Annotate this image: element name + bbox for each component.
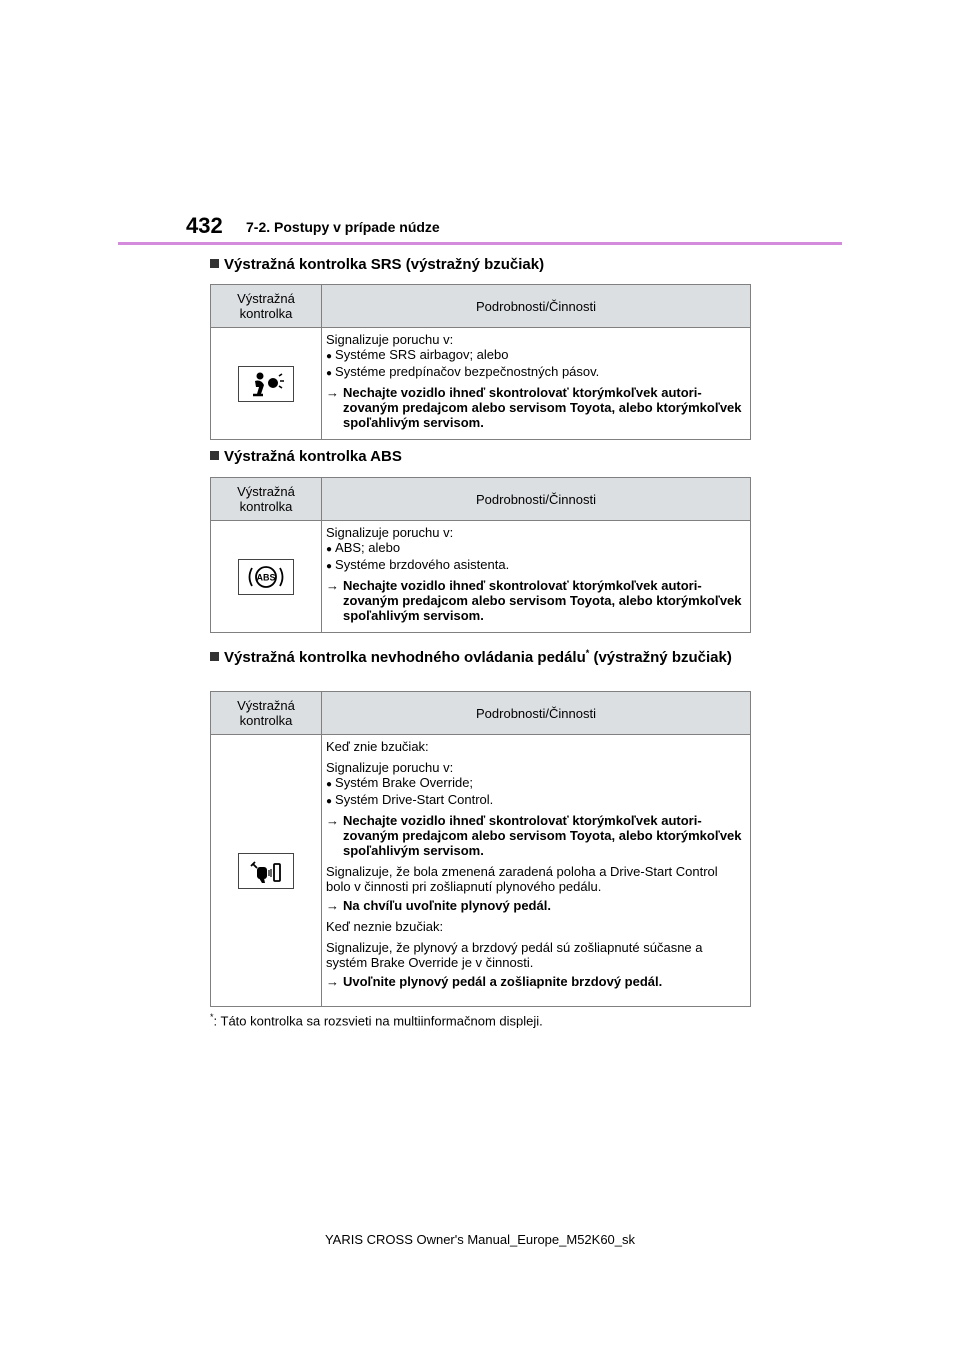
header-details: Podrobnosti/Činnosti	[322, 692, 751, 735]
intro-text: Signalizuje poruchu v:	[326, 760, 454, 775]
pedal-misoperation-warning-icon	[238, 853, 294, 889]
brake-override-text: Signalizuje, že plynový a brzdový pedál sú zošliapnuté súčasne a systém Brake Override je v činnosti.	[326, 940, 703, 970]
header-rule	[118, 242, 842, 245]
square-bullet-icon	[210, 451, 219, 460]
square-bullet-icon	[210, 652, 219, 661]
intro-text: Signalizuje poruchu v:	[326, 525, 454, 540]
heading-abs-text: Výstražná kontrolka ABS	[224, 448, 402, 465]
buzzer-off-text: Keď neznie bzučiak:	[326, 919, 444, 934]
table-row	[211, 735, 751, 1007]
footnote-mark: *	[210, 1012, 214, 1022]
list-item: ● Systéme SRS airbagov; alebo	[326, 347, 745, 364]
list-item: ● ABS; alebo	[326, 540, 745, 557]
square-bullet-icon	[210, 259, 219, 268]
abs-warning-icon	[238, 559, 294, 595]
footnote	[210, 1012, 543, 1028]
arrow-icon: →	[326, 813, 339, 828]
details-cell	[322, 735, 751, 1007]
header-warning-light: Výstražná kontrolka	[211, 285, 322, 328]
svg-text:ABS: ABS	[256, 572, 276, 582]
shift-position-text: Signalizuje, že bola zmenená zaradená poloha a Drive-Start Control bolo v činnosti pri zošliapnutí plynového pedálu.	[326, 864, 718, 894]
page-number: 432	[186, 213, 223, 238]
list-item: ● Systém Drive-Start Control.	[326, 792, 745, 809]
buzzer-on-text: Keď znie bzučiak:	[326, 739, 429, 754]
details-cell	[322, 521, 751, 633]
action-text: → Uvoľnite plynový pedál a zošliapnite brzdový pedál.	[326, 974, 663, 989]
heading-pedal	[210, 640, 750, 671]
heading-srs-text: Výstražná kontrolka SRS (výstražný bzučiak)	[224, 256, 545, 273]
intro-text: Signalizuje poruchu v:	[326, 332, 454, 347]
icon-cell	[211, 328, 322, 440]
action-text: → Nechajte vozidlo ihneď skontrolovať ktorýmkoľvek autorizovaným predajcom alebo servisom Toyota, alebo ktorýmkoľvek spoľahlivým servisom.	[326, 578, 742, 623]
header-warning-light: Výstražná kontrolka	[211, 478, 322, 521]
table-row	[211, 521, 751, 633]
table-header-row	[211, 478, 751, 521]
footnote-text: : Táto kontrolka sa rozsvieti na multiinformačnom displeji.	[213, 1013, 543, 1029]
table-srs	[210, 284, 751, 440]
icon-cell	[211, 521, 322, 633]
header-warning-light: Výstražná kontrolka	[211, 692, 322, 735]
table-abs	[210, 477, 751, 633]
action-text: → Nechajte vozidlo ihneď skontrolovať ktorýmkoľvek autorizovaným predajcom alebo servisom Toyota, alebo ktorýmkoľvek spoľahlivým servisom.	[326, 385, 742, 430]
arrow-icon: →	[326, 385, 339, 400]
arrow-icon: →	[326, 898, 339, 913]
table-header-row	[211, 692, 751, 735]
icon-cell	[211, 735, 322, 1007]
footnote-mark: *	[585, 648, 590, 658]
list-item: ● Systéme brzdového asistenta.	[326, 557, 745, 574]
list-item: ● Systém Brake Override;	[326, 775, 745, 792]
table-pedal	[210, 691, 751, 1007]
details-cell	[322, 328, 751, 440]
table-header-row	[211, 285, 751, 328]
header-details: Podrobnosti/Činnosti	[322, 285, 751, 328]
srs-airbag-warning-icon	[238, 366, 294, 402]
heading-pedal-suffix: (výstražný bzučiak)	[589, 649, 732, 666]
heading-abs	[210, 446, 750, 468]
page-footer: YARIS CROSS Owner's Manual_Europe_M52K60_sk	[324, 1232, 636, 1247]
heading-srs	[210, 254, 750, 276]
heading-pedal-text: Výstražná kontrolka nevhodného ovládania pedálu	[224, 649, 586, 666]
arrow-icon: →	[326, 974, 339, 989]
table-row	[211, 328, 751, 440]
arrow-icon: →	[326, 578, 339, 593]
action-text: → Na chvíľu uvoľnite plynový pedál.	[326, 898, 551, 913]
action-text: → Nechajte vozidlo ihneď skontrolovať ktorýmkoľvek autorizovaným predajcom alebo servisom Toyota, alebo ktorýmkoľvek spoľahlivým servisom.	[326, 813, 742, 858]
section-title: 7-2. Postupy v prípade núdze	[246, 219, 440, 235]
list-item: ● Systéme predpínačov bezpečnostných pásov.	[326, 364, 745, 381]
header-details: Podrobnosti/Činnosti	[322, 478, 751, 521]
